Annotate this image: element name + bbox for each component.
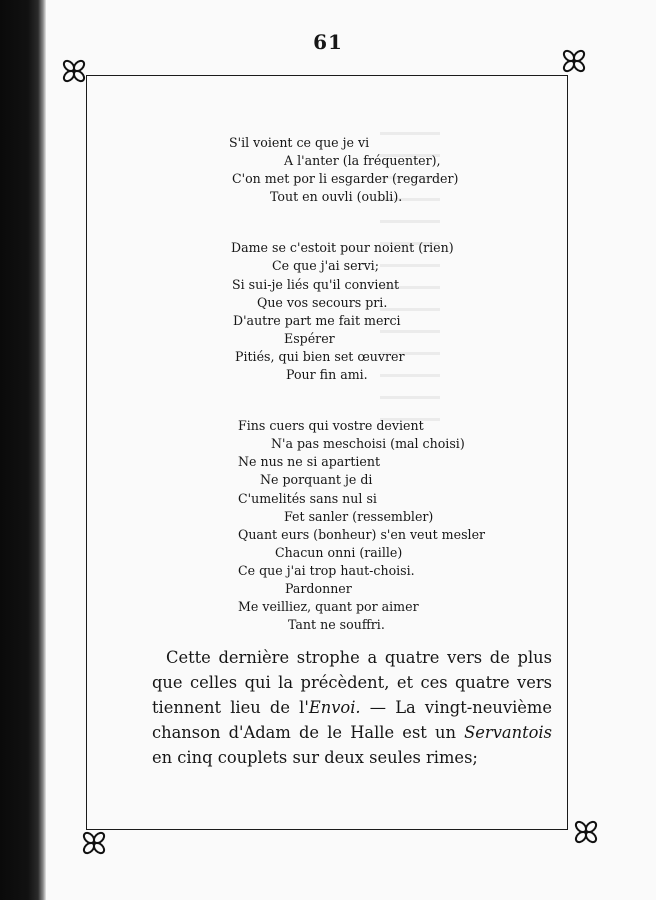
page-number: 61: [313, 30, 343, 54]
verse-line: Tant ne souffri.: [288, 617, 385, 633]
stanza-3: [0, 417, 656, 634]
verse-line: D'autre part me fait merci: [233, 312, 401, 328]
prose-text: — La vingt-neuvième chanson d'Adam de le Halle est un: [152, 698, 552, 742]
verse-line: C'on met por li esgarder (regarder): [232, 171, 459, 187]
verse-line: Ne nus ne si apartient: [238, 454, 381, 470]
verse-line: Que vos secours pri.: [257, 294, 388, 310]
prose-text: en cinq couplets sur deux seules rimes;: [152, 748, 478, 767]
prose-paragraph: [152, 645, 552, 770]
verse-line: Ne porquant je di: [260, 472, 373, 488]
verse-line: Fet sanler (ressembler): [284, 508, 434, 524]
verse-line: Espérer: [284, 330, 335, 346]
verse-line: Pour fin ami.: [286, 367, 368, 383]
corner-ornament-bottom-right-icon: [572, 818, 600, 846]
servantois-italic: Servantois: [464, 723, 552, 742]
verse-line: Me veilliez, quant por aimer: [238, 599, 419, 615]
corner-ornament-bottom-left-icon: [80, 829, 108, 857]
verse-line: Fins cuers qui vostre devient: [238, 418, 424, 434]
verse-line: Quant eurs (bonheur) s'en veut mesler: [238, 526, 486, 542]
poem: [0, 134, 656, 667]
prose-text: Cette dernière strophe a quatre vers de plus que celles qui la précèdent, et ces quatre vers tiennent lieu de l': [152, 648, 552, 717]
envoi-italic: Envoi.: [308, 698, 361, 717]
verse-line: S'il voient ce que je vi: [229, 135, 370, 150]
verse-line: Pardonner: [285, 580, 352, 596]
verse-line: Ce que j'ai servi;: [272, 258, 379, 274]
verse-line: A l'anter (la fréquenter),: [284, 153, 441, 169]
verse-line: Pitiés, qui bien set œuvrer: [235, 348, 405, 364]
verse-line: Si sui-je liés qu'il convient: [232, 276, 400, 292]
stanza-2: [0, 239, 656, 384]
verse-line: N'a pas meschoisi (mal choisi): [271, 436, 465, 452]
corner-ornament-top-right-icon: [560, 47, 588, 75]
verse-line: Chacun onni (raille): [275, 544, 403, 560]
corner-ornament-top-left-icon: [60, 57, 88, 85]
verse-line: Dame se c'estoit pour noient (rien): [231, 240, 454, 256]
verse-line: C'umelités sans nul si: [238, 490, 377, 506]
stanza-1: [0, 134, 656, 206]
verse-line: Tout en ouvli (oubli).: [270, 189, 403, 205]
verse-line: Ce que j'ai trop haut-choisi.: [238, 562, 415, 578]
